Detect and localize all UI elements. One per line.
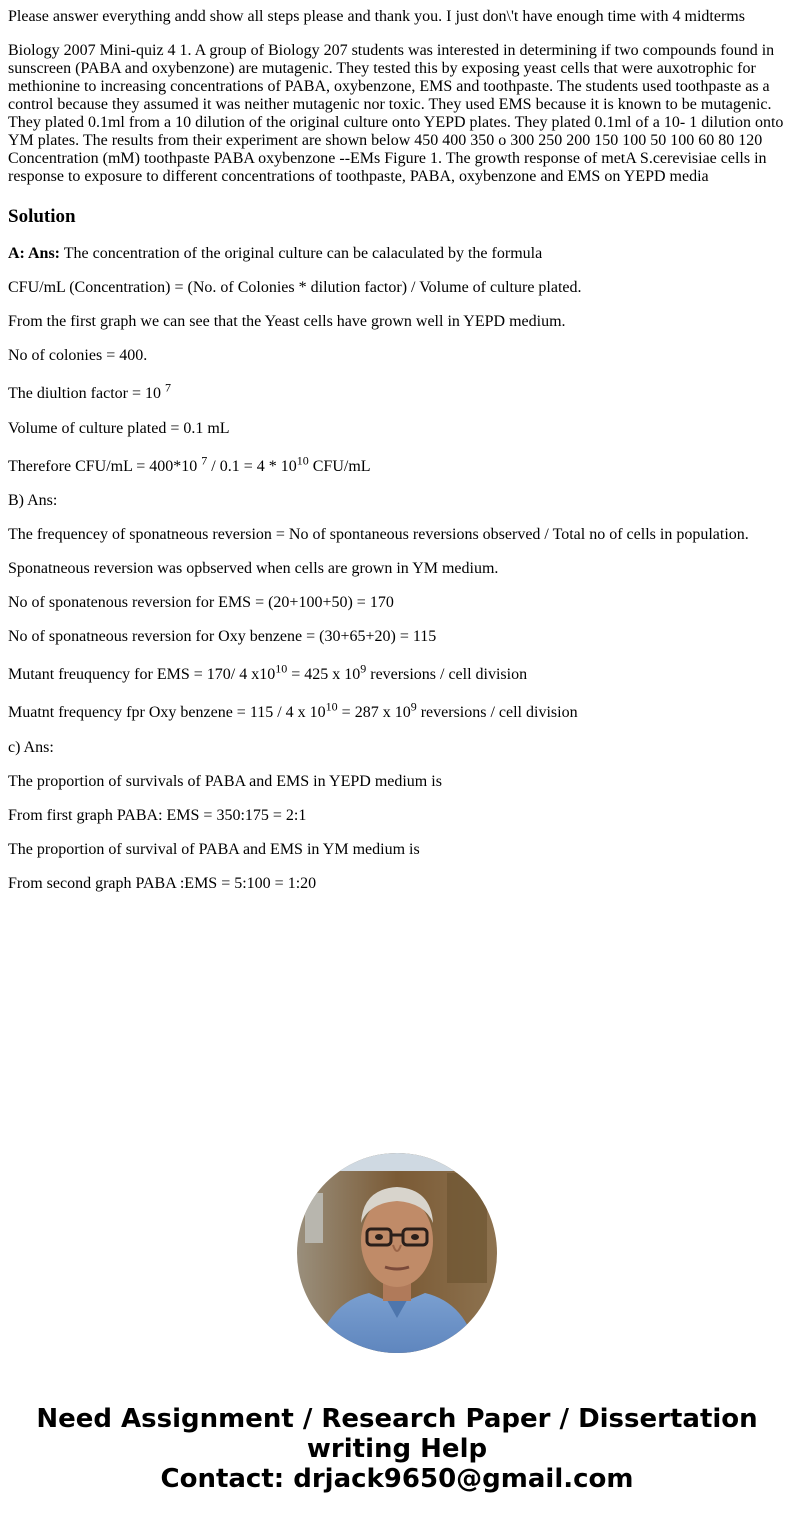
reversion-observed-line: Sponatneous reversion was opbserved when cells are grown in YM medium.	[8, 560, 499, 577]
question-intro: Please answer everything andd show all steps please and thank you. I just don\'t have enough time with 4 midterms	[8, 8, 745, 25]
oxy-mutant-exponent-1: 10	[325, 699, 338, 714]
answer-a-text: The concentration of the original culture can be calaculated by the formula	[60, 245, 543, 262]
oxybenzene-mutant-frequency-line	[8, 699, 786, 722]
ems-mutant-mid: = 425 x 10	[287, 666, 361, 683]
contact-banner	[0, 1404, 794, 1494]
oxy-mutant-mid: = 287 x 10	[337, 704, 411, 721]
author-avatar	[297, 1153, 497, 1353]
question-body: Biology 2007 Mini-quiz 4 1. A group of Biology 207 students was interested in determining if two compounds found in sunscreen (PABA and oxybenzone) are mutagenic. They tested this by exposing yeast cells that were auxotrophic for methionine to increasing concentrations of PABA, oxybenzone, EMS and toothpaste. The students used toothpaste as a control because they assumed it was neither mutagenic nor toxic. They used EMS because it is known to be mutagenic. They plated 0.1ml from a 10 dilution of the original culture onto YEPD plates. They plated 0.1ml of a 10- 1 dilution onto YM plates. The results from their experiment are shown below 450 400 350 o 300 250 200 150 100 50 100 60 80 120 Concentration (mM) toothpaste PABA oxybenzone --EMs Figure 1. The growth response of metA S.cerevisiae cells in response to exposure to different concentrations of toothpaste, PABA, oxybenzone and EMS on YEPD media	[8, 42, 784, 185]
answer-b-label: B) Ans:	[8, 492, 58, 509]
solution-heading: Solution	[8, 206, 76, 227]
therefore-exponent-2: 10	[296, 453, 309, 468]
ym-survival-line: The proportion of survival of PABA and EMS in YM medium is	[8, 841, 420, 858]
yepd-ratio-line: From first graph PABA: EMS = 350:175 = 2:1	[8, 807, 307, 824]
cta-line-2: writing Help	[306, 1434, 488, 1464]
therefore-exponent-1: 7	[201, 453, 208, 468]
ym-ratio-line: From second graph PABA :EMS = 5:100 = 1:20	[8, 875, 317, 892]
therefore-line	[8, 453, 786, 476]
colonies-line: No of colonies = 400.	[8, 347, 148, 364]
cta-line-1: Need Assignment / Research Paper / Dissertation	[36, 1404, 758, 1434]
volume-line: Volume of culture plated = 0.1 mL	[8, 420, 230, 437]
oxy-mutant-text: Muatnt frequency fpr Oxy benzene = 115 / 4 x 10	[8, 704, 326, 721]
oxybenzene-count-line: No of sponatneous reversion for Oxy benzene = (30+65+20) = 115	[8, 628, 437, 645]
ems-mutant-exponent-2: 9	[360, 661, 367, 676]
ems-mutant-frequency-line	[8, 661, 786, 684]
promo-footer	[0, 1150, 794, 1523]
reversion-frequency-line: The frequencey of sponatneous reversion = No of spontaneous reversions observed / Total no of cells in population.	[8, 526, 749, 543]
therefore-mid: / 0.1 = 4 * 10	[207, 458, 297, 475]
therefore-text: Therefore CFU/mL = 400*10	[8, 458, 202, 475]
ems-count-line: No of sponatenous reversion for EMS = (20+100+50) = 170	[8, 594, 394, 611]
ems-mutant-text: Mutant freuquency for EMS = 170/ 4 x10	[8, 666, 276, 683]
answer-a-label: A: Ans:	[8, 245, 61, 262]
oxy-mutant-exponent-2: 9	[410, 699, 417, 714]
dilution-text: The diultion factor = 10	[8, 385, 165, 402]
dilution-line	[8, 380, 786, 403]
ems-mutant-exponent-1: 10	[275, 661, 288, 676]
oxy-mutant-unit: reversions / cell division	[416, 704, 578, 721]
author-portrait-icon	[297, 1153, 497, 1353]
therefore-unit: CFU/mL	[308, 458, 371, 475]
yepd-survival-line: The proportion of survivals of PABA and EMS in YEPD medium is	[8, 773, 442, 790]
answer-c-label: c) Ans:	[8, 739, 54, 756]
answer-a-line	[8, 245, 786, 263]
graph-note-line: From the first graph we can see that the Yeast cells have grown well in YEPD medium.	[8, 313, 566, 330]
cta-contact-email: Contact: drjack9650@gmail.com	[160, 1464, 634, 1494]
ems-mutant-unit: reversions / cell division	[366, 666, 528, 683]
formula-line: CFU/mL (Concentration) = (No. of Colonies * dilution factor) / Volume of culture plated.	[8, 279, 582, 296]
dilution-exponent: 7	[164, 380, 171, 395]
